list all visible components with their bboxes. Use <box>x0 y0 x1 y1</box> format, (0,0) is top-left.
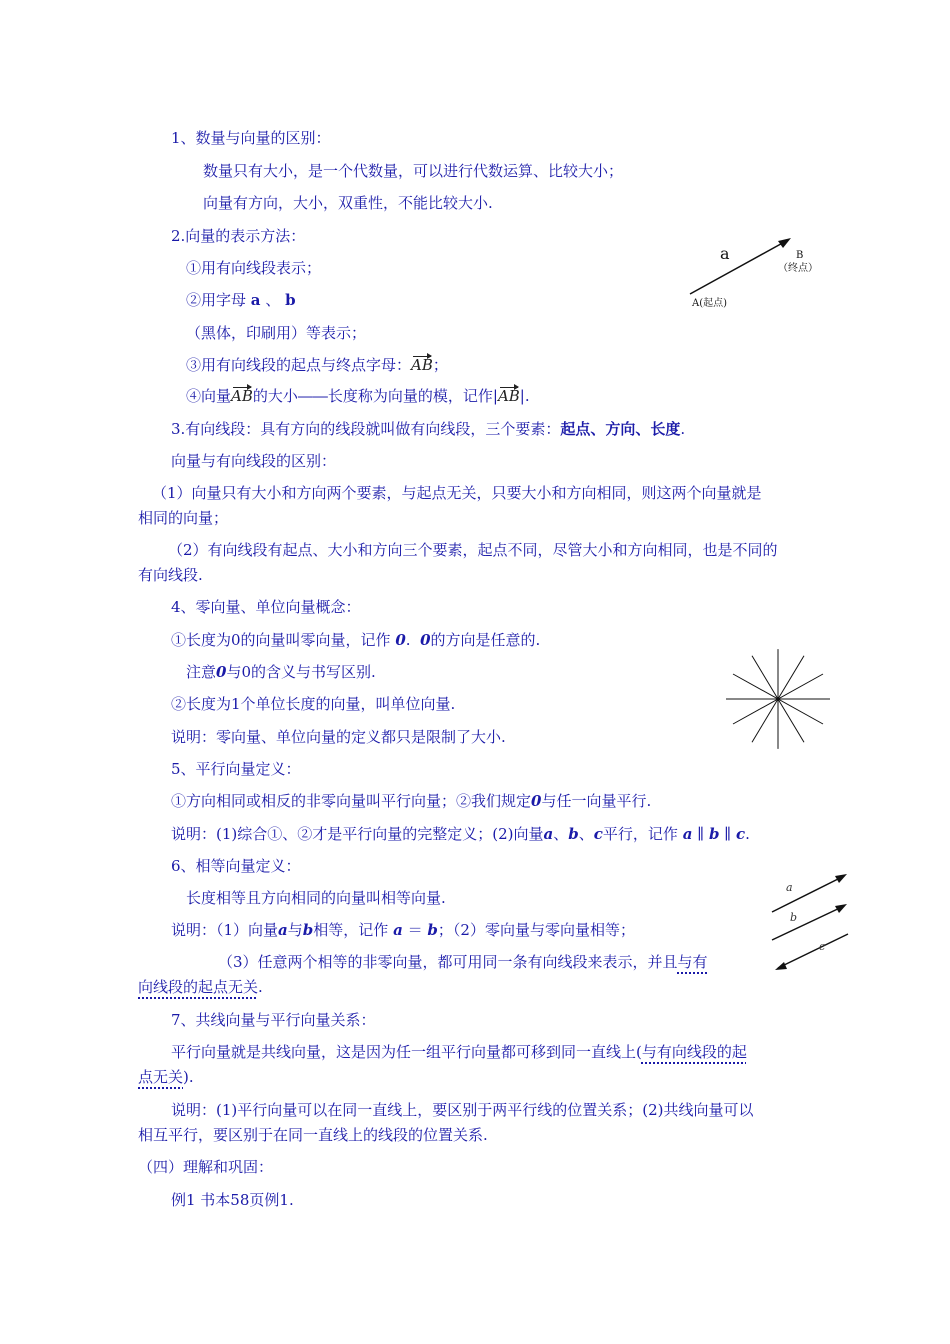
vector-ab: AB <box>497 387 520 405</box>
sec6-line2-prefix: 说明：（1）向量 <box>171 921 279 939</box>
arrow-head-icon <box>778 238 791 248</box>
zero-vector-symbol: 0 <box>395 631 406 649</box>
sec4-line3: ②长度为1个单位长度的向量，叫单位向量. <box>171 695 456 713</box>
sec6-line2 <box>171 920 635 940</box>
vector-a: a <box>543 825 554 843</box>
vector-a-bold: a <box>250 291 261 309</box>
sec4-line2 <box>186 662 376 682</box>
vector-b: b <box>568 825 579 843</box>
sec2-item5 <box>186 386 530 406</box>
sec7-line2-end: ). <box>183 1068 194 1086</box>
sec3-point1-line2: 相同的向量； <box>138 509 229 527</box>
directed-segment-figure <box>680 228 830 318</box>
sec3-title <box>171 419 685 439</box>
vector-b-arrow <box>772 906 844 940</box>
zero-vector-star-figure <box>722 648 834 750</box>
fig1-label-b: B <box>796 250 804 261</box>
sep: 、 <box>578 825 594 843</box>
sec6-emphasis: 向线段的起点无关 <box>138 978 259 996</box>
sec2-item2 <box>186 290 296 310</box>
sec7-line1 <box>171 1042 747 1062</box>
vector-c: c <box>593 825 603 843</box>
sec6-line4 <box>138 977 263 997</box>
sec2-item1: ①用有向线段表示； <box>186 259 322 277</box>
sec4-line1-period: . <box>405 631 411 649</box>
zero-vector-symbol: 0 <box>216 663 227 681</box>
sec6-line2-suffix: ；（2）零向量与零向量相等； <box>437 921 635 939</box>
sec2-item5-suffix: |. <box>519 387 530 405</box>
sec7-line2 <box>138 1067 194 1087</box>
sec1-line2: 向量有方向，大小，双重性，不能比较大小. <box>203 194 493 212</box>
sec2-item4 <box>186 355 448 375</box>
parallel-symbol: ∥ <box>724 825 732 843</box>
vector-ab: AB <box>231 387 253 405</box>
fig3-label-b: b <box>790 911 798 924</box>
parallel-symbol: ∥ <box>697 825 705 843</box>
sec6-emphasis: 与有 <box>677 953 708 971</box>
arrow-head-icon <box>835 904 847 913</box>
vector-a: a <box>278 921 288 939</box>
sec6-line4-end: . <box>258 978 263 996</box>
sec6-line1: 长度相等且方向相同的向量叫相等向量. <box>186 889 446 907</box>
sec5-line1-suffix: 与任一向量平行. <box>541 792 652 810</box>
vector-c-arrow <box>778 934 848 968</box>
sec4-line2-suffix: 与0的含义与书写区别. <box>226 663 376 681</box>
vector-b: b <box>708 825 720 843</box>
sec1-title: 1、数量与向量的区别： <box>171 129 331 147</box>
vector-ab: AB <box>411 356 433 374</box>
zero-vector-symbol: 0 <box>420 631 431 649</box>
sec2-item2-sep: 、 <box>265 291 281 309</box>
sec2-item2-prefix: ②用字母 <box>186 291 247 309</box>
sec3-title-text: 3.有向线段：具有方向的线段就叫做有向线段，三个要素： <box>171 420 561 438</box>
fig1-label-start: A(起点) <box>692 298 728 309</box>
sec7-title: 7、共线向量与平行向量关系： <box>171 1011 376 1029</box>
zero-vector-symbol: 0 <box>531 792 542 810</box>
sec2-item3: （黑体，印刷用）等表示； <box>186 324 367 342</box>
sec2-item4-suffix: ； <box>432 356 448 374</box>
fig1-label-a: a <box>720 244 730 263</box>
parallel-vectors-figure <box>764 868 854 972</box>
vector-a: a <box>682 825 693 843</box>
sec2-item5-mid: 的大小――长度称为向量的模，记作| <box>252 387 498 405</box>
directed-segment-line <box>690 240 788 294</box>
sec7-emphasis: 与有向线段的起 <box>641 1043 747 1061</box>
sec5-title: 5、平行向量定义： <box>171 760 301 778</box>
sec5-end: . <box>745 825 750 843</box>
sec4-line4: 说明：零向量、单位向量的定义都只是限制了大小. <box>171 728 506 746</box>
sec8-example: 例1 书本58页例1. <box>171 1191 294 1209</box>
vector-b: b <box>302 921 314 939</box>
sec6-line2-mid: 相等，记作 <box>313 921 389 939</box>
sec7-line1-text: 平行向量就是共线向量，这是因为任一组平行向量都可移到同一直线上( <box>171 1043 642 1061</box>
sec4-line2-prefix: 注意 <box>186 663 217 681</box>
sec3-point2-line2: 有向线段. <box>138 566 203 584</box>
sec2-item5-prefix: ④向量 <box>186 387 232 405</box>
sec3-point2-line1: （2）有向线段有起点、大小和方向三个要素，起点不同，尽管大小和方向相同，也是不同的 <box>168 541 778 559</box>
equals-symbol: ＝ <box>407 921 423 939</box>
sec5-line2 <box>171 824 750 844</box>
sec3-point1-line1: （1）向量只有大小和方向两个要素，与起点无关，只要大小和方向相同，则这两个向量就是 <box>152 484 762 502</box>
vector-b-bold: b <box>285 291 296 309</box>
sec7-note-line1: 说明：(1)平行向量可以在同一直线上，要区别于两平行线的位置关系；(2)共线向量可以 <box>171 1101 754 1119</box>
sec3-title-end: . <box>680 420 686 438</box>
sec7-emphasis: 点无关 <box>138 1068 184 1086</box>
sec2-item4-prefix: ③用有向线段的起点与终点字母： <box>186 356 412 374</box>
fig3-label-c: c <box>819 940 826 953</box>
sec5-line2-prefix: 说明：(1)综合①、②才是平行向量的完整定义；(2)向量 <box>171 825 544 843</box>
sec1-line1: 数量只有大小，是一个代数量，可以进行代数运算、比较大小； <box>203 162 624 180</box>
fig3-label-a: a <box>786 881 793 894</box>
sec4-line1-suffix: 的方向是任意的. <box>430 631 541 649</box>
sec5-line2-mid: 平行，记作 <box>602 825 678 843</box>
sec6-line3-text: （3）任意两个相等的非零向量，都可用同一条有向线段来表示，并且 <box>218 953 678 971</box>
sep: 、 <box>553 825 569 843</box>
sec8-title: （四）理解和巩固： <box>138 1158 274 1176</box>
sec3-three-elements: 起点、方向、长度 <box>560 420 681 438</box>
vector-b: b <box>427 921 438 939</box>
sec4-line1-prefix: ①长度为0的向量叫零向量，记作 <box>171 631 391 649</box>
sec4-line1 <box>171 630 540 650</box>
vector-c: c <box>735 825 746 843</box>
sec7-note-line2: 相互平行，要区别于在同一直线上的线段的位置关系. <box>138 1126 488 1144</box>
sec4-title: 4、零向量、单位向量概念： <box>171 598 361 616</box>
fig1-label-end: （终点） <box>778 263 818 274</box>
sec3-subtitle: 向量与有向线段的区别： <box>171 452 337 470</box>
sec5-line1-prefix: ①方向相同或相反的非零向量叫平行向量；②我们规定 <box>171 792 532 810</box>
sec6-line3 <box>218 952 708 972</box>
sec6-and: 与 <box>287 921 303 939</box>
sec2-title: 2.向量的表示方法： <box>171 227 306 245</box>
vector-a-arrow <box>772 876 844 912</box>
arrow-head-icon <box>835 874 847 883</box>
arrow-head-icon <box>775 962 787 970</box>
sec5-line1 <box>171 791 651 811</box>
vector-a: a <box>393 921 403 939</box>
sec6-title: 6、相等向量定义： <box>171 857 301 875</box>
